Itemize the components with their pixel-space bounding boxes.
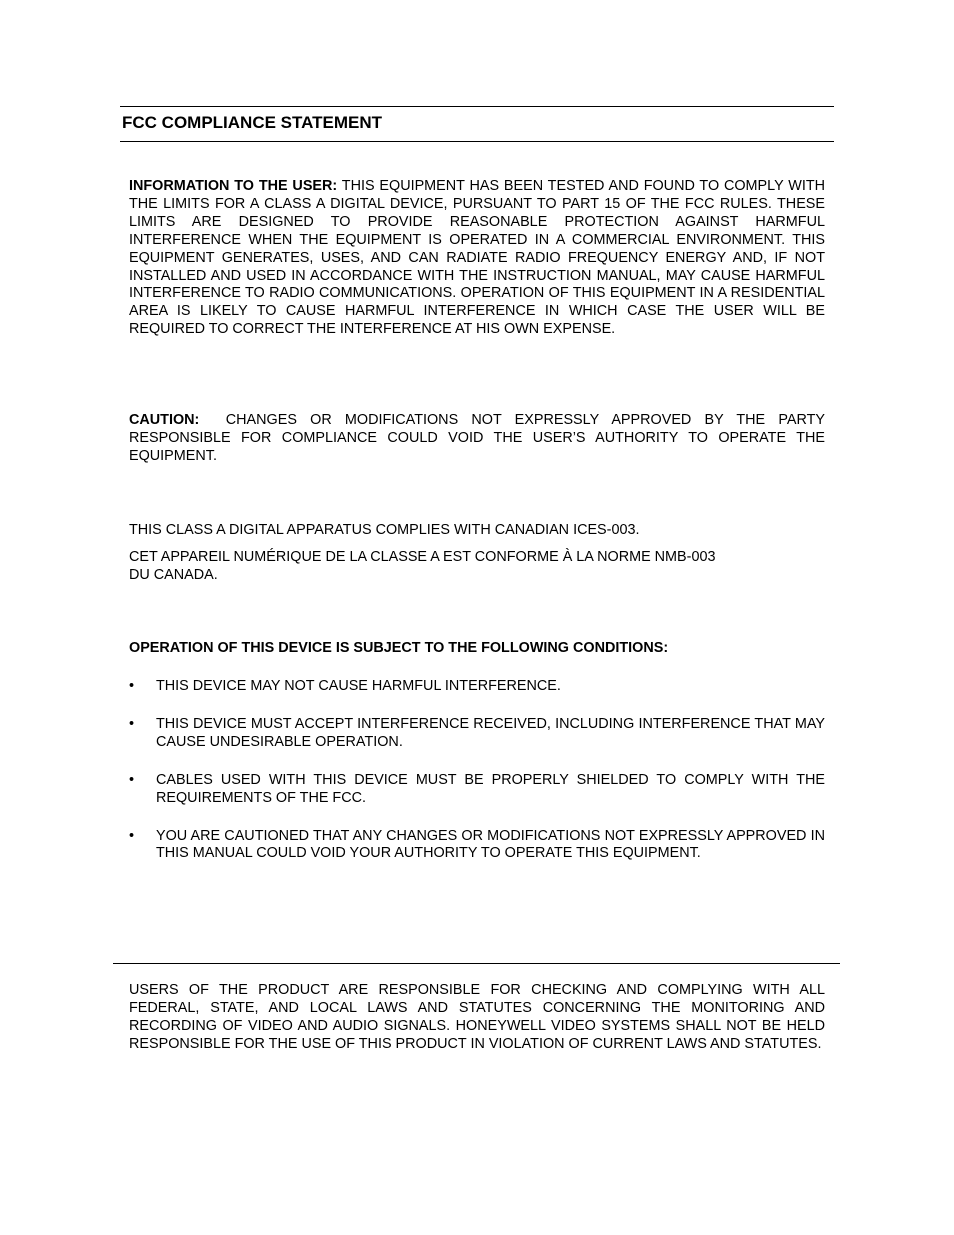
bullet-icon: •	[129, 715, 135, 732]
list-item	[129, 716, 825, 752]
list-item-text: CABLES USED WITH THIS DEVICE MUST BE PROPERLY SHIELDED TO COMPLY WITH THE REQUIREMENTS OF THE FCC.	[156, 771, 825, 806]
title-underline-rule	[120, 141, 834, 142]
canada-english-statement: THIS CLASS A DIGITAL APPARATUS COMPLIES WITH CANADIAN ICES-003.	[129, 522, 640, 538]
caution-paragraph	[129, 412, 825, 466]
list-item-text: THIS DEVICE MUST ACCEPT INTERFERENCE RECEIVED, INCLUDING INTERFERENCE THAT MAY CAUSE UNDESIRABLE OPERATION.	[156, 715, 825, 750]
list-item	[129, 678, 825, 696]
caution-label: CAUTION:	[129, 412, 200, 428]
disclaimer-separator-rule	[113, 963, 840, 964]
information-to-user-paragraph	[129, 178, 825, 339]
caution-text: CHANGES OR MODIFICATIONS NOT EXPRESSLY APPROVED BY THE PARTY RESPONSIBLE FOR COMPLIANCE COULD VOID THE USER’S AUTHORITY TO OPERATE THE EQUIPMENT.	[129, 412, 826, 464]
canada-french-statement	[129, 549, 825, 585]
list-item	[129, 772, 825, 808]
canada-french-line-1: CET APPAREIL NUMÉRIQUE DE LA CLASSE A EST CONFORME À LA NORME NMB-003	[129, 549, 716, 565]
canada-french-line-2: DU CANADA.	[129, 566, 218, 583]
information-text: THIS EQUIPMENT HAS BEEN TESTED AND FOUND TO COMPLY WITH THE LIMITS FOR A CLASS A DIGITAL DEVICE, PURSUANT TO PART 15 OF THE FCC RULES. THESE LIMITS ARE DESIGNED TO PROVIDE REASONABLE PROTECTION AGAINST HARMFUL INTERFERENCE WHEN THE EQUIPMENT IS OPERATED IN A COMMERCIAL ENVIRONMENT. THIS EQUIPMENT GENERATES, USES, AND CAN RADIATE RADIO FREQUENCY ENERGY AND, IF NOT INSTALLED AND USED IN ACCORDANCE WITH THE INSTRUCTION MANUAL, MAY CAUSE HARMFUL INTERFERENCE TO RADIO COMMUNICATIONS. OPERATION OF THIS EQUIPMENT IN A RESIDENTIAL AREA IS LIKELY TO CAUSE HARMFUL INTERFERENCE IN WHICH CASE THE USER WILL BE REQUIRED TO CORRECT THE INTERFERENCE AT HIS OWN EXPENSE.	[129, 178, 825, 338]
bullet-icon: •	[129, 827, 135, 844]
list-item	[129, 828, 825, 864]
bullet-icon: •	[129, 678, 135, 694]
bullet-icon: •	[129, 771, 135, 788]
page-title: FCC COMPLIANCE STATEMENT	[122, 113, 383, 132]
information-label: INFORMATION TO THE USER:	[129, 178, 338, 194]
conditions-heading: OPERATION OF THIS DEVICE IS SUBJECT TO THE FOLLOWING CONDITIONS:	[129, 640, 669, 656]
list-item-text: THIS DEVICE MAY NOT CAUSE HARMFUL INTERFERENCE.	[156, 678, 561, 694]
list-item-text: YOU ARE CAUTIONED THAT ANY CHANGES OR MODIFICATIONS NOT EXPRESSLY APPROVED IN THIS MANUAL COULD VOID YOUR AUTHORITY TO OPERATE THIS EQUIPMENT.	[156, 827, 825, 862]
top-rule	[120, 106, 834, 107]
conditions-list	[129, 678, 825, 883]
disclaimer-paragraph: USERS OF THE PRODUCT ARE RESPONSIBLE FOR CHECKING AND COMPLYING WITH ALL FEDERAL, STATE, AND LOCAL LAWS AND STATUTES CONCERNING THE MONITORING AND RECORDING OF VIDEO AND AUDIO SIGNALS. HONEYWELL VIDEO SYSTEMS SHALL NOT BE HELD RESPONSIBLE FOR THE USE OF THIS PRODUCT IN VIOLATION OF CURRENT LAWS AND STATUTES.	[129, 982, 825, 1052]
